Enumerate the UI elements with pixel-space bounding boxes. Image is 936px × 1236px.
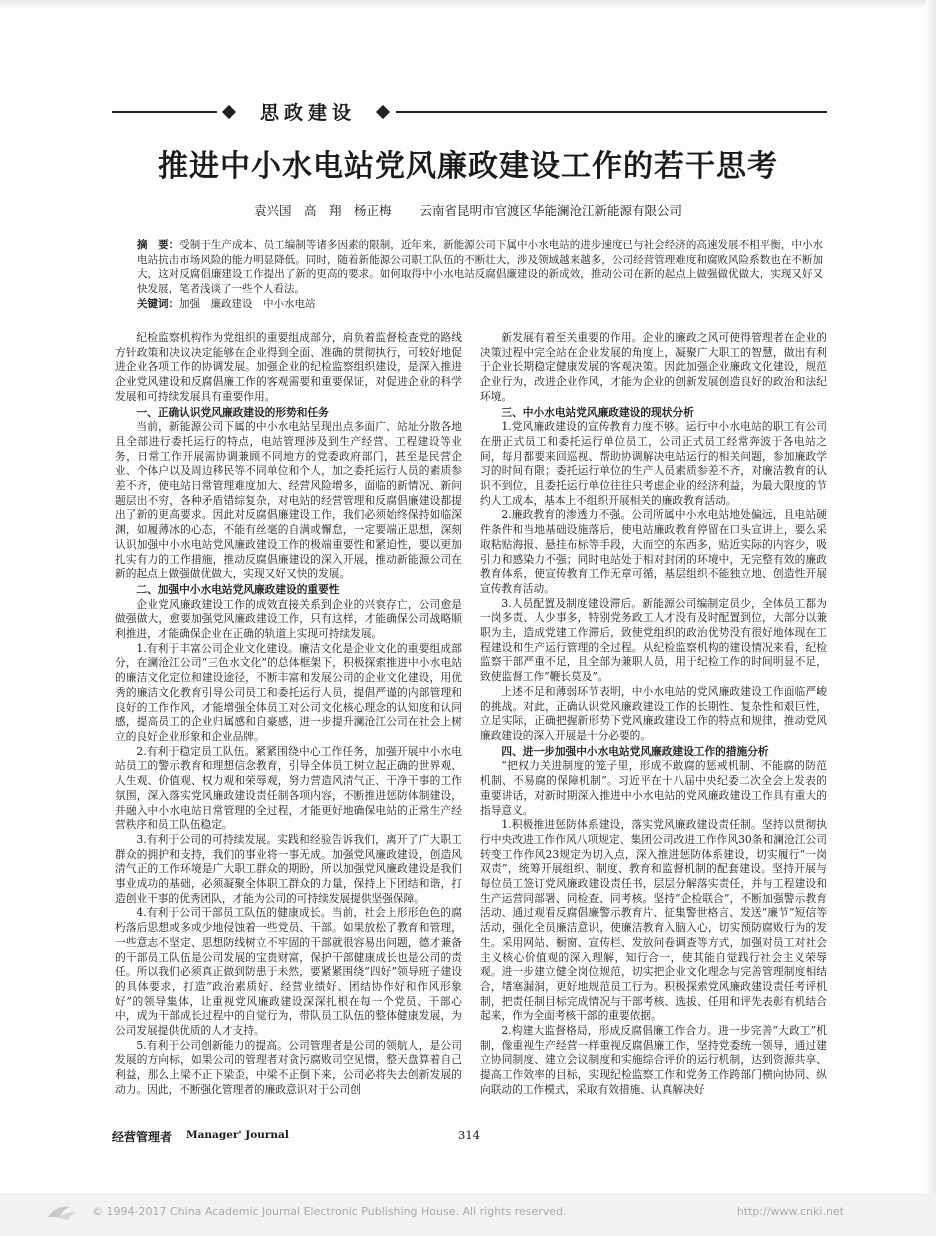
paragraph: 2.构建大监督格局，形成反腐倡廉工作合力。进一步完善“大政工”机制，像重视生产经营一样重视反腐倡廉工作，坚持党委统一领导，通过建立协同制度、建立会议制度和实施综合评价的运行机制，达到资源共享、提高工作效率的目标，实现纪检监察工作和党务工作跨部门横向协同、纵向联动的工作模式，采取有效措施、认真解决好 bbox=[480, 1024, 827, 1096]
section-heading: 四、进一步加强中小水电站党风廉政建设工作的措施分析 bbox=[501, 744, 769, 758]
section-rule-left bbox=[112, 111, 217, 113]
paragraph: 1.积极推进惩防体系建设，落实党风廉政建设责任制。坚持以贯彻执行中央改进工作作风八项规定、集团公司改进工作作风30条和澜沧江公司转变工作作风23规定为切入点，深入推进惩防体系建设，切实履行“一岗双责”，统筹开展组织、制度、教育和监督机制的配套建设。坚持开展与每位员工签订党风廉政建设责任书，层层分解落实责任，并与工程建设和生产运营同部署、同检查、同考核。坚持“企检联合”，不断加强警示教育活动、通过观看反腐倡廉警示教育片、征集警世格言、发送“廉节”短信等活动，强化全员廉洁意识，使廉洁教育入脑入心，切实预防腐败行为的发生。采用网站、橱窗、宣传栏、发放问卷调查等方式，加强对员工对社会主义核心价值观的深入理解，知行合一，使其能自觉践行社会主义荣辱观。进一步建立健全岗位规范，切实把企业文化理念与完善管理制度相结合，堵塞漏洞，更好地规范员工行为。积极探索党风廉政建设责任考评机制，把责任制目标完成情况与干部考核、选拔、任用和评先表彰有机结合起来，作为全面考核干部的重要依据。 bbox=[480, 818, 827, 1023]
keywords bbox=[137, 296, 823, 311]
paragraph: 1.党风廉政建设的宣传教育力度不够。运行中小水电站的职工有公司在册正式员工和委托运行单位员工，公司正式员工经常奔波于各电站之间，每月都要来回巡视、帮助协调解决电站运行的相关问题，参加廉政学习的时间有限；委托运行单位的生产人员素质参差不齐，对廉洁教育的认识不到位，且委托运行单位往往只考虑企业的经济利益，为最大限度的节约人工成本，基本上不组织开展相关的廉政教育活动。 bbox=[480, 420, 827, 507]
author-line bbox=[100, 201, 836, 219]
article-title: 推进中小水电站党风廉政建设工作的若干思考 bbox=[158, 149, 778, 184]
author-names: 袁兴国 高 翔 杨正梅 bbox=[253, 203, 392, 218]
abstract-text: 受制于生产成本、员工编制等诸多因素的限制，近年来，新能源公司下属中小水电站的进步速度已与社会经济的高速发展不相平衡，中小水电站抗击市场风险的能力明显降低。同时，随着新能源公司职工队伍的不断壮大，涉及领域越来越多，公司经营管理难度和腐败风险系数也在不断加大，这对反腐倡廉建设工作提出了新的更高的要求。如何取得中小水电站反腐倡廉建设的新成效，推动公司在新的起点上做强做优做大，实现又好又快发展，笔者浅谈了一些个人看法。 bbox=[137, 239, 823, 295]
section-heading: 三、中小水电站党风廉政建设的现状分析 bbox=[501, 405, 694, 419]
scan-edge-right bbox=[926, 0, 936, 1236]
paragraph: 新发展有着至关重要的作用。企业的廉政之风可使得管理者在企业的决策过程中完全站在企业发展的角度上，凝聚广大职工的智慧，做出有利于企业长期稳定健康发展的客观决策。因此加强企业廉政文化建设，规范企业行为，改进企业作风，才能为企业的创新发展创造良好的政治和法纪环境。 bbox=[480, 331, 827, 403]
paragraph: 企业党风廉政建设工作的成效直接关系到企业的兴衰存亡，公司愈是做强做大，愈要加强党风廉政建设工作，只有这样，才能确保公司战略顺利推进，才能确保企业在正确的轨道上实现可持续发展。 bbox=[115, 597, 462, 641]
abstract-label: 摘 要： bbox=[137, 239, 180, 251]
section-name: 思政建设 bbox=[259, 102, 356, 124]
body-column-right bbox=[480, 331, 827, 1101]
scan-edge-top bbox=[0, 0, 936, 8]
journal-name-en: Manager' Journal bbox=[186, 1129, 289, 1141]
copyright-notice: © 1994-2017 China Academic Journal Electronic Publishing House. All rights reserved. bbox=[92, 1205, 567, 1218]
author-affiliation: 云南省昆明市官渡区华能澜沧江新能源有限公司 bbox=[419, 203, 683, 218]
paragraph: 2.有利于稳定员工队伍。紧紧围绕中心工作任务，加强开展中小水电站员工的警示教育和理想信念教育，引导全体员工树立起正确的世界观、人生观、价值观、权力观和荣辱观，努力营造风清气正、干净干事的工作氛围，深入落实党风廉政建设责任制各项内容，不断推进惩防体制建设，并融入中小水电站日常管理的全过程，才能更好地确保电站的正常生产经营秩序和员工队伍稳定。 bbox=[115, 744, 462, 832]
section-header bbox=[112, 98, 827, 126]
paragraph: “把权力关进制度的笼子里，形成不敢腐的惩戒机制、不能腐的防范机制、不易腐的保障机制”。习近平在十八届中央纪委二次全会上发表的重要讲话，对新时期深入推进中小水电站的党风廉政建设工作具有重大的指导意义。 bbox=[480, 759, 827, 817]
cnki-logo-icon bbox=[44, 1201, 80, 1223]
keywords-label: 关键词： bbox=[137, 298, 179, 310]
abstract bbox=[137, 238, 823, 296]
section-rule-right bbox=[396, 111, 827, 113]
paragraph: 4.有利于公司干部员工队伍的健康成长。当前，社会上形形色色的腐朽落后思想或多或少地侵蚀着一些党员、干部。如果放松了教育和管理，一些意志不坚定、思想防线树立不牢固的干部就很容易出问题，德才兼备的干部员工队伍是公司发展的宝贵财富，保护干部健康成长也是公司的责任。所以我们必须真正做到防患于未然，要紧紧围绕“四好”领导班子建设的具体要求，打造“政治素质好、经营业绩好、团结协作好和作风形象好”的领导集体，让重视党风廉政建设深深扎根在每一个党员、干部心中，成为干部成长过程中的自觉行为，带队员工队伍的整体健康发展，为公司发展提供优质的人才支持。 bbox=[115, 906, 462, 1038]
paragraph: 1.有利于丰富公司企业文化建设。廉洁文化是企业文化的重要组成部分，在澜沧江公司“三色水文化”的总体框架下，积极探索推进中小水电站的廉洁文化定位和建设途径，不断丰富和发展公司的企业文化建设，用优秀的廉洁文化教育引导公司员工和委托运行人员，提倡严谨的内部管理和良好的工作作风，才能增强全体员工对公司文化核心理念的认知度和认同感，提高员工的企业归属感和自豪感，进一步提升澜沧江公司在社会上树立的良好企业形象和企业品牌。 bbox=[115, 641, 462, 743]
paragraph: 3.有利于公司的可持续发展。实践和经验告诉我们，离开了广大职工群众的拥护和支持，我们的事业将一事无成。加强党风廉政建设，创造风清气正的工作环境是广大职工群众的期盼，所以加强党风廉政建设是我们事业成功的基础，必须凝聚全体职工群众的力量，保持上下团结和谐，打造创业干事的优秀团队，才能为公司的可持续发展提供坚强保障。 bbox=[115, 832, 462, 905]
journal-name-cn: 经营管理者 bbox=[112, 1130, 173, 1144]
diamond-icon bbox=[376, 105, 390, 119]
section-heading: 二、加强中小水电站党风廉政建设的重要性 bbox=[136, 582, 340, 596]
paragraph: 2.廉政教育的渗透力不强。公司所属中小水电站地处偏远，且电站硬件条件和当地基础设施落后，使电站廉政教育停留在口头宣讲上，要么采取粘贴海报、悬挂布标等手段，大而空的东西多，贴近实际的内容少，吸引力和感染力不强；同时电站处于相对封闭的环境中，无完整有效的廉政教育体系，使宣传教育工作无章可循，基层组织不能独立地、创造性开展宣传教育活动。 bbox=[480, 508, 827, 595]
cnki-watermark-bar bbox=[0, 1193, 936, 1236]
paragraph: 当前，新能源公司下属的中小水电站呈现出点多面广、站址分散各地且全部进行委托运行的特点，电站管理涉及到生产经营、工程建设等业务，日常工作开展需协调兼顾不同地方的党委政府部门，甚至是民营企业、个体户以及周边移民等不同单位和个人，加之委托运行人员的素质参差不齐，使电站日常管理难度加大、经营风险增多，面临的新情况、新问题层出不穷，各种矛盾错综复杂，对电站的经营管理和反腐倡廉建设都提出了新的更高要求。因此对反腐倡廉建设工作，我们必须始终保持如临深渊，如履薄冰的心态，不能有丝毫的自满或懈怠，一定要端正思想，深刻认识加强中小水电站党风廉政建设工作的极端重要性和紧迫性，要以更加扎实有力的工作措施，推动反腐倡廉建设的深入开展，推动新能源公司在新的起点上做强做优做大，实现又好又快的发展。 bbox=[115, 420, 462, 581]
section-heading: 一、正确认识党风廉政建设的形势和任务 bbox=[136, 405, 329, 419]
body-column-left bbox=[115, 331, 462, 1101]
paragraph: 上述不足和薄弱环节表明，中小水电站的党风廉政建设工作面临严峻的挑战。对此，正确认识党风廉政建设工作的长期性、复杂性和艰巨性，立足实际，正确把握新形势下党风廉政建设工作的特点和规律，推动党风廉政建设的深入开展是十分必要的。 bbox=[480, 684, 827, 742]
diamond-icon bbox=[222, 105, 236, 119]
paragraph: 5.有利于公司创新能力的提高。公司管理者是公司的领航人，是公司发展的方向标，如果公司的管理者对贪污腐败司空见惯，整天盘算着自己利益，那么上梁不正下梁歪，中梁不正倒下来，公司必将失去创新发展的动力。因此，不断强化管理者的廉政意识对于公司创 bbox=[115, 1038, 462, 1096]
page-number: 314 bbox=[458, 1128, 480, 1142]
paragraph: 3.人员配置及制度建设滞后。新能源公司编制定员少，全体员工都为一岗多责、人少事多，特别党务政工人才没有及时配置到位，大部分以兼职为主，造成党建工作滞后，致使党组织的政治优势没有很好地体现在工程建设和生产运行管理的全过程。从纪检监察机构的建设情况来看，纪检监察干部严重不足，且全部为兼职人员，用于纪检工作的时间明显不足，致使监督工作“鞭长莫及”。 bbox=[480, 596, 827, 684]
cnki-site-link[interactable]: http://www.cnki.net bbox=[736, 1205, 844, 1218]
page-footer bbox=[112, 1128, 827, 1146]
keywords-text: 加强 廉政建设 中小水电站 bbox=[179, 298, 316, 310]
paragraph: 纪检监察机构作为党组织的重要组成部分，肩负着监督检查党的路线方针政策和决议决定能够在企业得到全面、准确的贯彻执行，可较好地促进企业各项工作的协调发展。加强企业的纪检监察组织建设，是深入推进企业党风建设和反腐倡廉工作的客观需要和重要保证，对促进企业的科学发展和可持续发展具有重要作用。 bbox=[115, 331, 462, 403]
